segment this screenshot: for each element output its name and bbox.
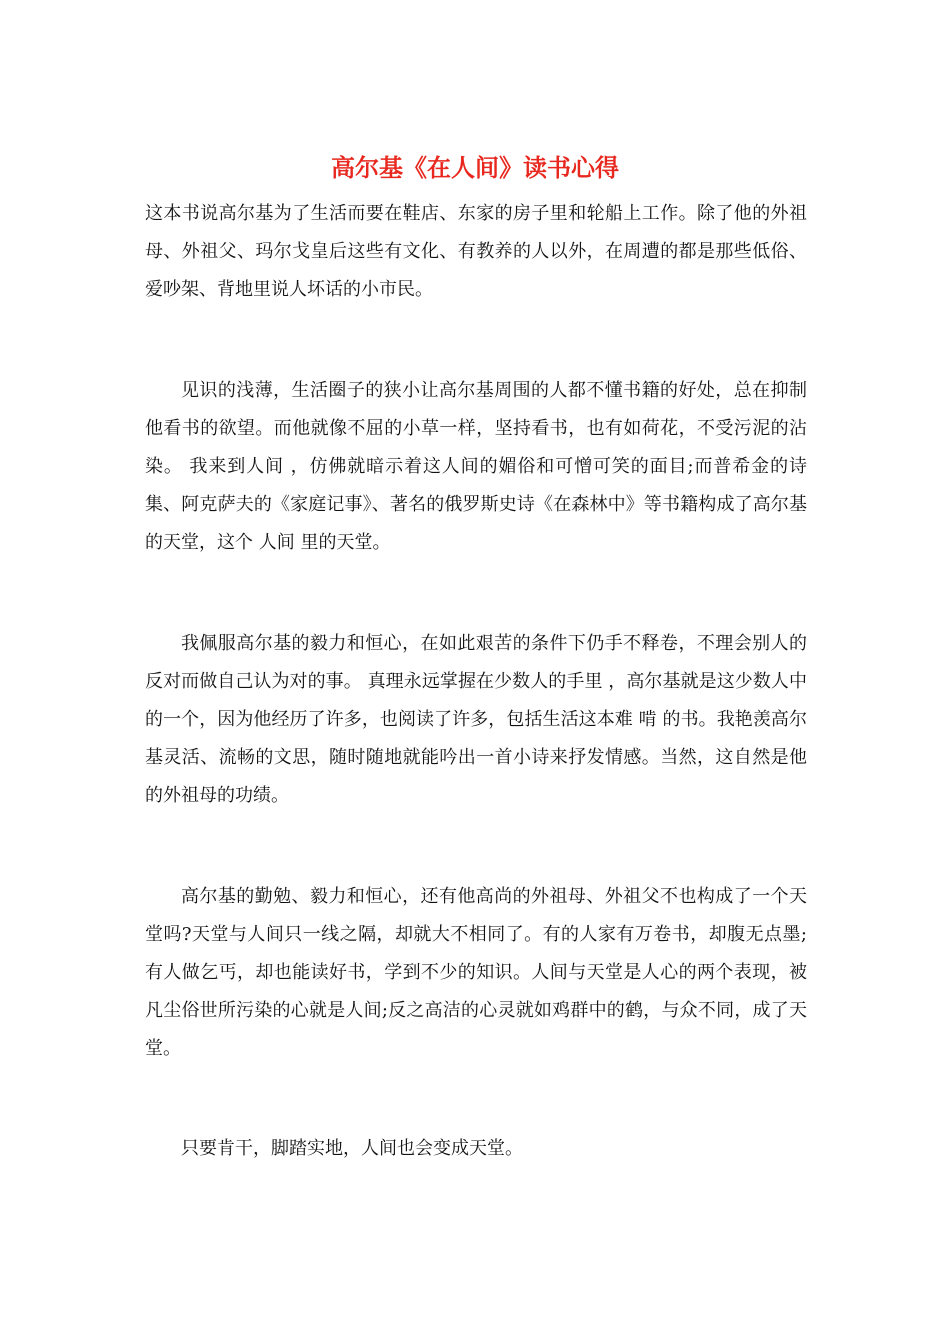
paragraph-2: 见识的浅薄，生活圈子的狭小让高尔基周围的人都不懂书籍的好处，总在抑制他看书的欲望。而他就像不屈的小草一样，坚持看书，也有如荷花，不受污泥的沾染。 我来到人间 ，仿佛就暗示着这人间的媚俗和可憎可笑的面目;而普希金的诗集、阿克萨夫的《家庭记事》、著名的俄罗斯史诗《在森林中》等书籍构成了高尔基的天堂，这个 人间 里的天堂。	[145, 380, 807, 553]
paragraph-5: 只要肯干，脚踏实地，人间也会变成天堂。	[181, 1138, 523, 1159]
paragraph-1: 这本书说高尔基为了生活而要在鞋店、东家的房子里和轮船上工作。除了他的外祖母、外祖父、玛尔戈皇后这些有文化、有教养的人以外，在周遭的都是那些低俗、爱吵架、背地里说人坏话的小市民。	[145, 203, 807, 300]
paragraph-3: 我佩服高尔基的毅力和恒心，在如此艰苦的条件下仍手不释卷，不理会别人的反对而做自己认为对的事。 真理永远掌握在少数人的手里 ，高尔基就是这少数人中的一个，因为他经历了许多，也阅读了许多，包括生活这本难 啃 的书。我艳羡高尔基灵活、流畅的文思，随时随地就能吟出一首小诗来抒发情感。当然，这自然是他的外祖母的功绩。	[145, 633, 807, 806]
paragraph-4: 高尔基的勤勉、毅力和恒心，还有他高尚的外祖母、外祖父不也构成了一个天堂吗?天堂与人间只一线之隔，却就大不相同了。有的人家有万卷书，却腹无点墨;有人做乞丐，却也能读好书，学到不少的知识。人间与天堂是人心的两个表现，被凡尘俗世所污染的心就是人间;反之高洁的心灵就如鸡群中的鹤，与众不同，成了天堂。	[145, 886, 807, 1059]
document-title: 高尔基《在人间》读书心得	[331, 153, 619, 182]
